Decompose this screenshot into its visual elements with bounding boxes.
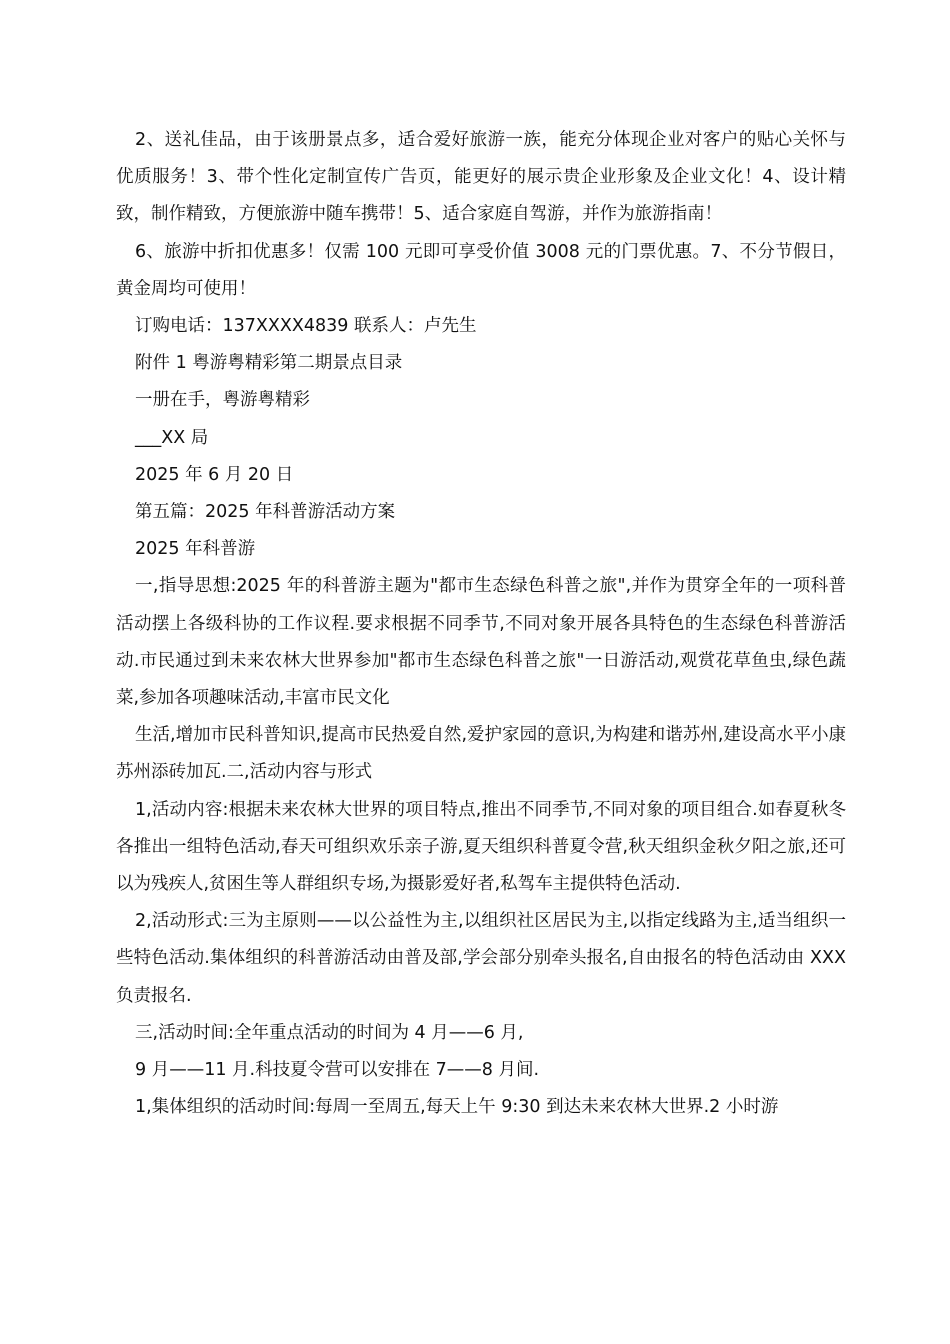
section-heading: 第五篇：2025 年科普游活动方案 — [135, 502, 396, 523]
paragraph-guiding-idea: 一,指导思想:2025 年的科普游主题为"都市生态绿色科普之旅",并作为贯穿全年的一项科普活动摆上各级科协的工作议程.要求根据不同季节,不同对象开展各具特色的生态绿色科普游活动.市民通过到未来农林大世界参加"都市生态绿色科普之旅"一日游活动,观赏花草鱼虫,绿色蔬菜,参加各项趣味活动,丰富市民文化 — [116, 576, 846, 709]
paragraph-attachment: 附件 1 粤游粤精彩第二期景点目录 — [135, 353, 403, 374]
document-page — [116, 122, 846, 1126]
paragraph-months: 9 月——11 月.科技夏令营可以安排在 7——8 月间. — [135, 1060, 540, 1081]
paragraph-gift-benefits: 2、送礼佳品，由于该册景点多，适合爱好旅游一族，能充分体现企业对客户的贴心关怀与优质服务！3、带个性化定制宣传广告页，能更好的展示贵企业形象及企业文化！4、设计精致，制作精致，方便旅游中随车携带！5、适合家庭自驾游，并作为旅游指南！ — [116, 130, 846, 225]
paragraph-discount: 6、旅游中折扣优惠多！仅需 100 元即可享受价值 3008 元的门票优惠。7、不分节假日，黄金周均可使用！ — [116, 241, 846, 299]
paragraph-order-phone: 订购电话：137XXXX4839 联系人：卢先生 — [135, 316, 477, 337]
paragraph-bureau: ___XX 局 — [135, 427, 209, 448]
paragraph-slogan: 一册在手，粤游粤精彩 — [135, 390, 310, 411]
paragraph-date: 2025 年 6 月 20 日 — [135, 464, 294, 485]
paragraph-activity-time: 三,活动时间:全年重点活动的时间为 4 月——6 月, — [135, 1022, 524, 1043]
paragraph-activity-form: 2,活动形式:三为主原则——以公益性为主,以组织社区居民为主,以指定线路为主,适当组织一些特色活动.集体组织的科普游活动由普及部,学会部分别牵头报名,自由报名的特色活动由 XXX 负责报名. — [116, 911, 846, 1006]
paragraph-group-time: 1,集体组织的活动时间:每周一至周五,每天上午 9:30 到达未来农林大世界.2 小时游 — [135, 1097, 779, 1118]
paragraph-activity-content: 1,活动内容:根据未来农林大世界的项目特点,推出不同季节,不同对象的项目组合.如春夏秋冬各推出一组特色活动,春天可组织欢乐亲子游,夏天组织科普夏令营,秋天组织金秋夕阳之旅,还可以为残疾人,贫困生等人群组织专场,为摄影爱好者,私驾车主提供特色活动. — [116, 799, 846, 895]
paragraph-life: 生活,增加市民科普知识,提高市民热爱自然,爱护家园的意识,为构建和谐苏州,建设高水平小康苏州添砖加瓦.二,活动内容与形式 — [116, 725, 846, 783]
section-title: 2025 年科普游 — [135, 539, 256, 560]
